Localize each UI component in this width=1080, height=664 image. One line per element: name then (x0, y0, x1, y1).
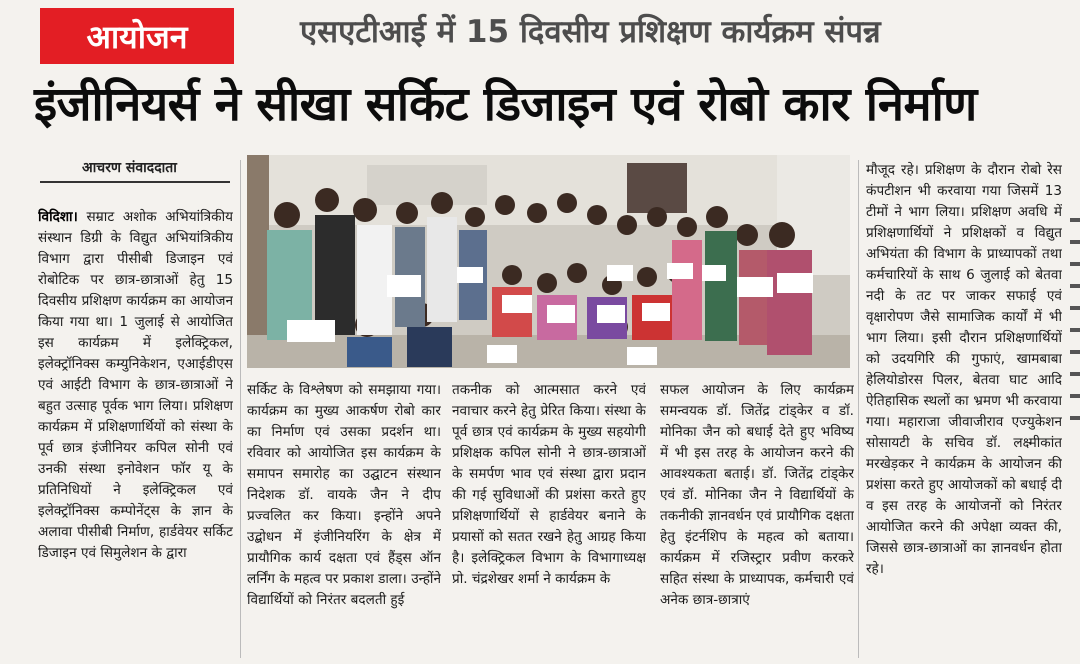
subheadline: एसएटीआई में 15 दिवसीय प्रशिक्षण कार्यक्रम संपन्न (300, 14, 881, 50)
byline-rule (40, 181, 230, 183)
adjacent-article-edge (1070, 200, 1080, 650)
article-text-3: तकनीक को आत्मसात करने एवं नवाचार करने हेतु प्रेरित किया। संस्था के पूर्व छात्र एवं कार्यक्रम के मुख्य सहयोगी प्रशिक्षक कपिल सोनी ने छात्र-छात्राओं के समर्पण भाव एवं संस्था द्वारा प्रदान की गई सुविधाओं की प्रशंसा करते हुए प्रशिक्षणार्थियों से हार्डवेयर बनाने के प्रयासों को सतत रखने हेतु आग्रह किया है। इलेक्ट्रिकल विभाग के विभागाध्यक्ष प्रो. चंद्रशेखर शर्मा ने कार्यक्रम के (452, 382, 646, 587)
dateline-place: विदिशा। (38, 209, 78, 225)
article-column-2 (247, 380, 441, 658)
column-divider (240, 160, 241, 658)
headline: इंजीनियर्स ने सीखा सर्किट डिजाइन एवं रोबो कार निर्माण (34, 77, 977, 132)
column-divider (858, 160, 859, 658)
article-column-5 (866, 160, 1062, 658)
article-text-1: सम्राट अशोक अभियांत्रिकीय संस्थान डिग्री के विद्युत अभियांत्रिकीय विभाग द्वारा पीसीबी डिजाइन एवं रोबोटिक पर छात्र-छात्राओं हेतु 15 दिवसीय प्रशिक्षण कार्यक्रम का आयोजन किया गया था। 1 जुलाई से आयोजित इस कार्यक्रम में इलेक्ट्रिकल, इलेक्ट्रॉनिक्स कम्युनिकेशन, एआईडीएस एवं आईटी विभाग के छात्र-छात्राओं ने बहुत उत्साह पूर्वक भाग लिया। प्रशिक्षण कार्यक्रम में प्रशिक्षणार्थियों को संस्था के पूर्व छात्र इंजीनियर कपिल सोनी एवं उनकी संस्था इनोवेशन फॉर यू के प्रतिनिधियों ने इलेक्ट्रिकल एवं इलेक्ट्रॉनिक्स कम्पोनेंट्स के ज्ञान के अलावा पीसीबी निर्माण, हार्डवेयर सर्किट डिजाइन एवं सिमुलेशन के द्वारा (38, 209, 233, 561)
byline: आचरण संवाददाता (82, 160, 177, 176)
article-column-1 (38, 207, 233, 657)
article-column-3 (452, 380, 646, 658)
photo-illustration (247, 155, 850, 368)
group-photo (247, 155, 850, 368)
article-text-2: सर्किट के विश्लेषण को समझाया गया। कार्यक्रम का मुख्य आकर्षण रोबो कार का निर्माण एवं उसका प्रदर्शन था। रविवार को आयोजित इस कार्यक्रम के समापन समारोह का उद्घाटन संस्थान निदेशक डॉ. वायके जैन ने दीप प्रज्वलित कर किया। इन्होंने अपने उद्बोधन में इंजीनियरिंग के क्षेत्र में प्रायौगिक कार्य दक्षता एवं हैंड्स ऑन लर्निंग के महत्व पर प्रकाश डाला। उन्होंने विद्यार्थियों को निरंतर बदलती हुई (247, 382, 441, 608)
article-column-4 (660, 380, 854, 658)
section-tag: आयोजन (40, 8, 234, 64)
article-text-4: सफल आयोजन के लिए कार्यक्रम समन्वयक डॉ. जितेंद्र टांड्केर व डॉ. मोनिका जैन को बधाई देते हुए भविष्य में भी इस तरह के आयोजन करने की आवश्यकता बताई। डॉ. जितेंद्र टांड्केर एवं डॉ. मोनिका जैन ने विद्यार्थियों के तकनीकी ज्ञानवर्धन एवं प्रायौगिक दक्षता हेतु इंटर्नशिप के महत्व को बताया। कार्यक्रम में रजिस्ट्रार प्रवीण करकरे सहित संस्था के प्राध्यापक, कर्मचारी एवं अनेक छात्र-छात्राएं (660, 382, 854, 608)
article-text-5: मौजूद रहे। प्रशिक्षण के दौरान रोबो रेस कंपटीशन भी करवाया गया जिसमें 13 टीमों ने भाग लिया। प्रशिक्षण अवधि में प्रशिक्षणार्थियों ने प्रशिक्षकों व विद्युत अभियंता की विभाग के प्राध्यापकों तथा कर्मचारियों के साथ 6 जुलाई को बेतवा नदी के तट पर जाकर सफाई एवं वृक्षारोपण जैसे सामाजिक कार्यों में भी भाग लिया। इसी दौरान प्रशिक्षणार्थियों को उदयगिरि की गुफाएं, खामबाबा हेलियोडोरस पिलर, बेतवा घाट आदि ऐतिहासिक स्थलों का भ्रमण भी करवाया गया। महाराजा जीवाजीराव एज्युकेशन सोसायटी के सचिव डॉ. लक्ष्मीकांत मरखेड़कर ने कार्यक्रम के आयोजन की प्रशंसा करते हुए आयोजकों को बधाई दी व इस तरह के आयोजनों को निरंतर आयोजित करने की अपेक्षा व्यक्त की, जिससे छात्र-छात्राओं का ज्ञानवर्धन होता रहे। (866, 162, 1062, 577)
